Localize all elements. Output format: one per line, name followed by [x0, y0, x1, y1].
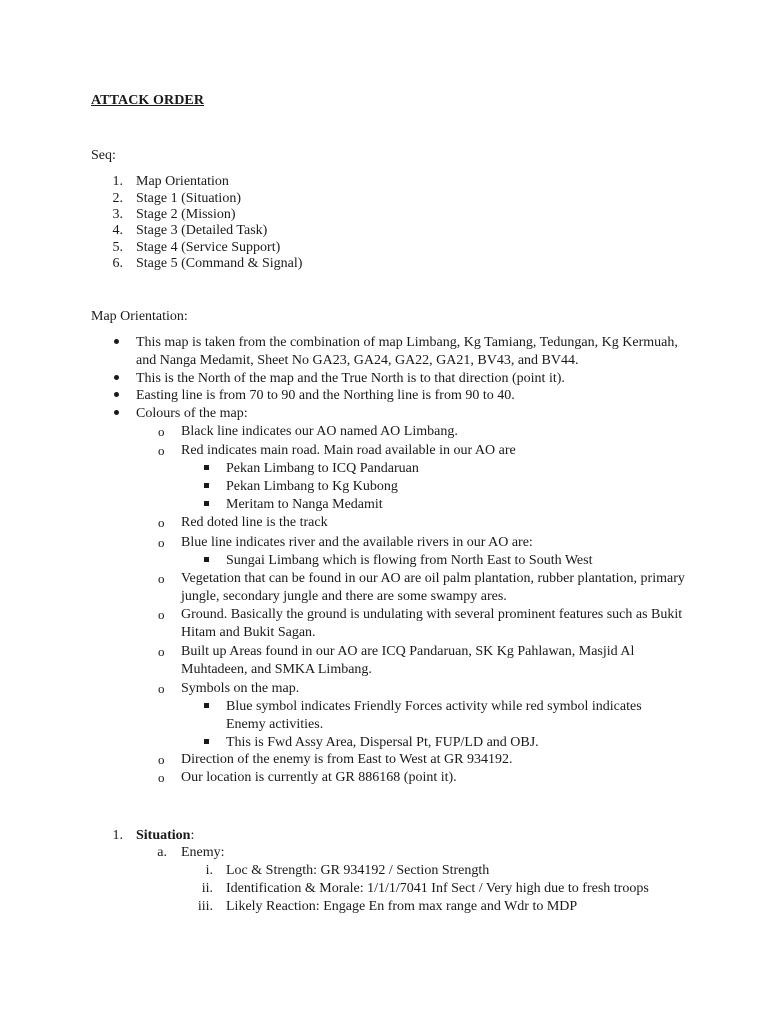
seq-item: Stage 1 (Situation) [136, 191, 241, 206]
roman-number: ii. [201, 881, 213, 896]
section-heading-label: Situation [136, 828, 191, 843]
subsection-letter: a. [157, 845, 167, 860]
list-item-text: Our location is currently at GR 886168 (point it). [181, 770, 457, 785]
list-item-text: This is the North of the map and the True North is to that direction (point it). [136, 371, 565, 386]
seq-item: Map Orientation [136, 174, 229, 189]
list-item-text: Red doted line is the track [181, 515, 328, 530]
bullet-icon [114, 339, 119, 344]
circle-bullet-icon: o [158, 424, 165, 439]
list-item-text: Blue symbol indicates Friendly Forces activity while red symbol indicates [226, 699, 642, 714]
list-item-text: Identification & Morale: 1/1/1/7041 Inf Sect / Very high due to fresh troops [226, 881, 649, 896]
square-bullet-icon [204, 703, 209, 708]
circle-bullet-icon: o [158, 535, 165, 550]
seq-item: Stage 5 (Command & Signal) [136, 256, 303, 271]
circle-bullet-icon: o [158, 752, 165, 767]
list-item-text: Sungai Limbang which is flowing from North East to South West [226, 553, 593, 568]
seq-label: Seq: [91, 148, 116, 163]
seq-number: 2. [112, 191, 123, 206]
square-bullet-icon [204, 739, 209, 744]
section-heading-colon: : [190, 828, 195, 843]
seq-item: Stage 2 (Mission) [136, 207, 236, 222]
list-item-text: Ground. Basically the ground is undulating with several prominent features such as Bukit [181, 607, 683, 622]
list-item-text: and Nanga Medamit, Sheet No GA23, GA24, GA22, GA21, BV43, and BV44. [136, 353, 579, 368]
section-heading [136, 827, 194, 844]
circle-bullet-icon: o [158, 515, 165, 530]
circle-bullet-icon: o [158, 681, 165, 696]
list-item-text: Symbols on the map. [181, 681, 300, 696]
list-item-text: Meritam to Nanga Medamit [226, 497, 383, 512]
list-item-text: This map is taken from the combination of map Limbang, Kg Tamiang, Tedungan, Kg Kermuah, [136, 335, 678, 350]
map-orientation-label: Map Orientation: [91, 309, 188, 324]
square-bullet-icon [204, 483, 209, 488]
seq-number: 5. [112, 240, 123, 255]
list-item-text: Blue line indicates river and the available rivers in our AO are: [181, 535, 533, 550]
bullet-icon [114, 392, 119, 397]
list-item-text: Muhtadeen, and SMKA Limbang. [181, 662, 372, 677]
square-bullet-icon [204, 557, 209, 562]
list-item-text: Likely Reaction: Engage En from max range and Wdr to MDP [226, 899, 578, 914]
circle-bullet-icon: o [158, 443, 165, 458]
circle-bullet-icon: o [158, 571, 165, 586]
circle-bullet-icon: o [158, 770, 165, 785]
bullet-icon [114, 410, 119, 415]
circle-bullet-icon: o [158, 644, 165, 659]
list-item-text: Loc & Strength: GR 934192 / Section Strength [226, 863, 490, 878]
list-item-text: Vegetation that can be found in our AO are oil palm plantation, rubber plantation, primary [181, 571, 685, 586]
list-item-text: Black line indicates our AO named AO Limbang. [181, 424, 458, 439]
subsection-label: Enemy: [181, 845, 225, 860]
document-title: ATTACK ORDER [91, 93, 205, 108]
list-item-text: Easting line is from 70 to 90 and the Northing line is from 90 to 40. [136, 388, 515, 403]
roman-number: iii. [197, 899, 213, 914]
seq-number: 4. [112, 223, 123, 238]
roman-number: i. [205, 863, 213, 878]
list-item-text: Built up Areas found in our AO are ICQ Pandaruan, SK Kg Pahlawan, Masjid Al [181, 644, 635, 659]
bullet-icon [114, 375, 119, 380]
list-item-text: Pekan Limbang to ICQ Pandaruan [226, 461, 419, 476]
seq-number: 3. [112, 207, 123, 222]
square-bullet-icon [204, 501, 209, 506]
seq-item: Stage 4 (Service Support) [136, 240, 281, 255]
list-item-text: Colours of the map: [136, 406, 248, 421]
list-item-text: Enemy activities. [226, 717, 324, 732]
list-item-text: Red indicates main road. Main road available in our AO are [181, 443, 516, 458]
square-bullet-icon [204, 465, 209, 470]
list-item-text: Hitam and Bukit Sagan. [181, 625, 316, 640]
section-number: 1. [112, 828, 123, 843]
list-item-text: jungle, secondary jungle and there are some swampy ares. [181, 589, 507, 604]
seq-item: Stage 3 (Detailed Task) [136, 223, 268, 238]
seq-number: 6. [112, 256, 123, 271]
list-item-text: Direction of the enemy is from East to West at GR 934192. [181, 752, 513, 767]
seq-number: 1. [112, 174, 123, 189]
list-item-text: This is Fwd Assy Area, Dispersal Pt, FUP/LD and OBJ. [226, 735, 539, 750]
list-item-text: Pekan Limbang to Kg Kubong [226, 479, 398, 494]
circle-bullet-icon: o [158, 607, 165, 622]
